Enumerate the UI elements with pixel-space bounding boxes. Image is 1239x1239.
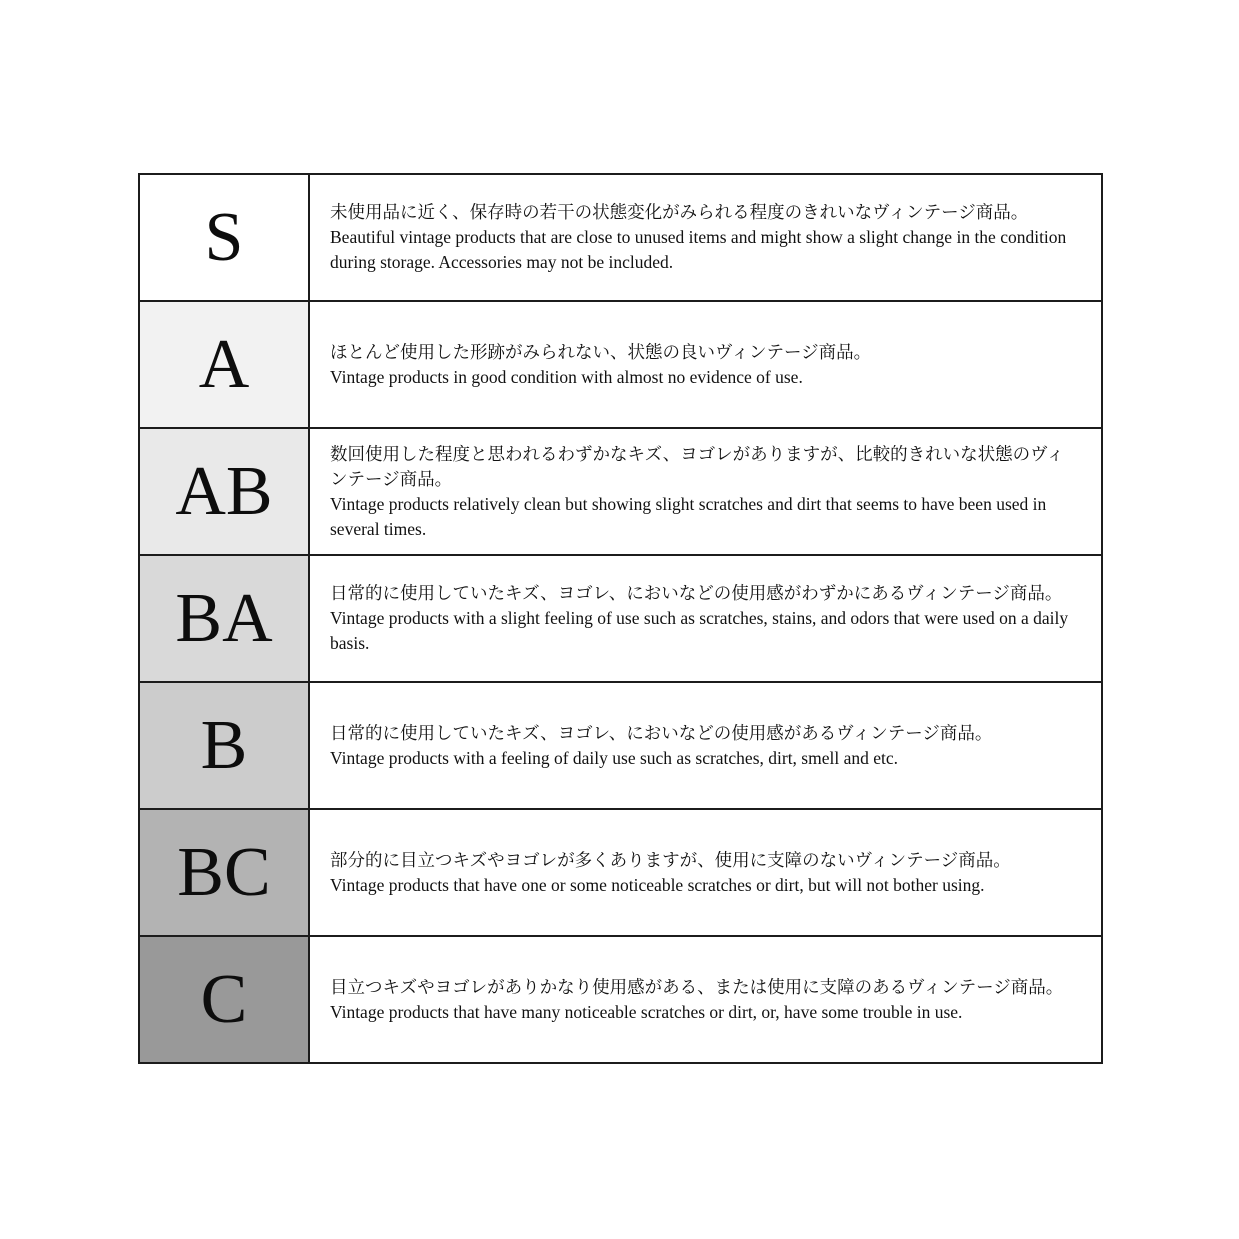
description-english: Beautiful vintage products that are close to unused items and might show a slight change in the condition during storage. Accessories may not be included. bbox=[330, 227, 1067, 272]
grade-label: AB bbox=[175, 452, 273, 530]
table-row-grade-s bbox=[139, 174, 1102, 301]
grade-label: S bbox=[204, 198, 244, 276]
description-cell bbox=[309, 555, 1102, 682]
grade-cell-b bbox=[139, 682, 309, 809]
grade-label: B bbox=[200, 706, 248, 784]
description-english: Vintage products that have many noticeable scratches or dirt, or, have some trouble in use. bbox=[330, 1001, 963, 1022]
table-row-grade-c bbox=[139, 936, 1102, 1063]
grade-label: C bbox=[200, 960, 248, 1038]
grade-cell-bc bbox=[139, 809, 309, 936]
grade-cell-s bbox=[139, 174, 309, 301]
description-japanese: ほとんど使用した形跡がみられない、状態の良いヴィンテージ商品。 bbox=[330, 341, 872, 362]
description-japanese: 目立つキズやヨゴレがありかなり使用感がある、または使用に支障のあるヴィンテージ商品。 bbox=[330, 976, 1064, 997]
table-row-grade-bc bbox=[139, 809, 1102, 936]
grade-label: BA bbox=[175, 579, 273, 657]
grade-label: BC bbox=[177, 833, 271, 911]
grade-cell-ba bbox=[139, 555, 309, 682]
description-cell bbox=[309, 174, 1102, 301]
grade-cell-c bbox=[139, 936, 309, 1063]
description-cell bbox=[309, 936, 1102, 1063]
description-english: Vintage products that have one or some noticeable scratches or dirt, but will not bother using. bbox=[330, 874, 985, 895]
description-cell bbox=[309, 809, 1102, 936]
description-english: Vintage products in good condition with almost no evidence of use. bbox=[330, 366, 803, 387]
description-cell bbox=[309, 301, 1102, 428]
table-row-grade-ab bbox=[139, 428, 1102, 555]
grade-cell-ab bbox=[139, 428, 309, 555]
description-cell bbox=[309, 428, 1102, 555]
description-japanese: 数回使用した程度と思われるわずかなキズ、ヨゴレがありますが、比較的きれいな状態のヴィンテージ商品。 bbox=[330, 443, 1065, 489]
description-japanese: 部分的に目立つキズやヨゴレが多くありますが、使用に支障のないヴィンテージ商品。 bbox=[330, 849, 1011, 870]
description-japanese: 未使用品に近く、保存時の若干の状態変化がみられる程度のきれいなヴィンテージ商品。 bbox=[330, 202, 1029, 222]
grade-cell-a bbox=[139, 301, 309, 428]
table-row-grade-ba bbox=[139, 555, 1102, 682]
description-english: Vintage products with a feeling of daily use such as scratches, dirt, smell and etc. bbox=[330, 747, 899, 768]
table-row-grade-a bbox=[139, 301, 1102, 428]
description-cell bbox=[309, 682, 1102, 809]
table-row-grade-b bbox=[139, 682, 1102, 809]
description-english: Vintage products with a slight feeling of use such as scratches, stains, and odors that were used on a daily basis. bbox=[330, 608, 1069, 653]
description-japanese: 日常的に使用していたキズ、ヨゴレ、においなどの使用感があるヴィンテージ商品。 bbox=[330, 722, 993, 743]
condition-grade-table bbox=[138, 173, 1103, 1064]
description-japanese: 日常的に使用していたキズ、ヨゴレ、においなどの使用感がわずかにあるヴィンテージ商品。 bbox=[330, 583, 1063, 603]
grade-label: A bbox=[198, 325, 250, 403]
description-english: Vintage products relatively clean but showing slight scratches and dirt that seems to have been used in several times. bbox=[330, 493, 1047, 539]
